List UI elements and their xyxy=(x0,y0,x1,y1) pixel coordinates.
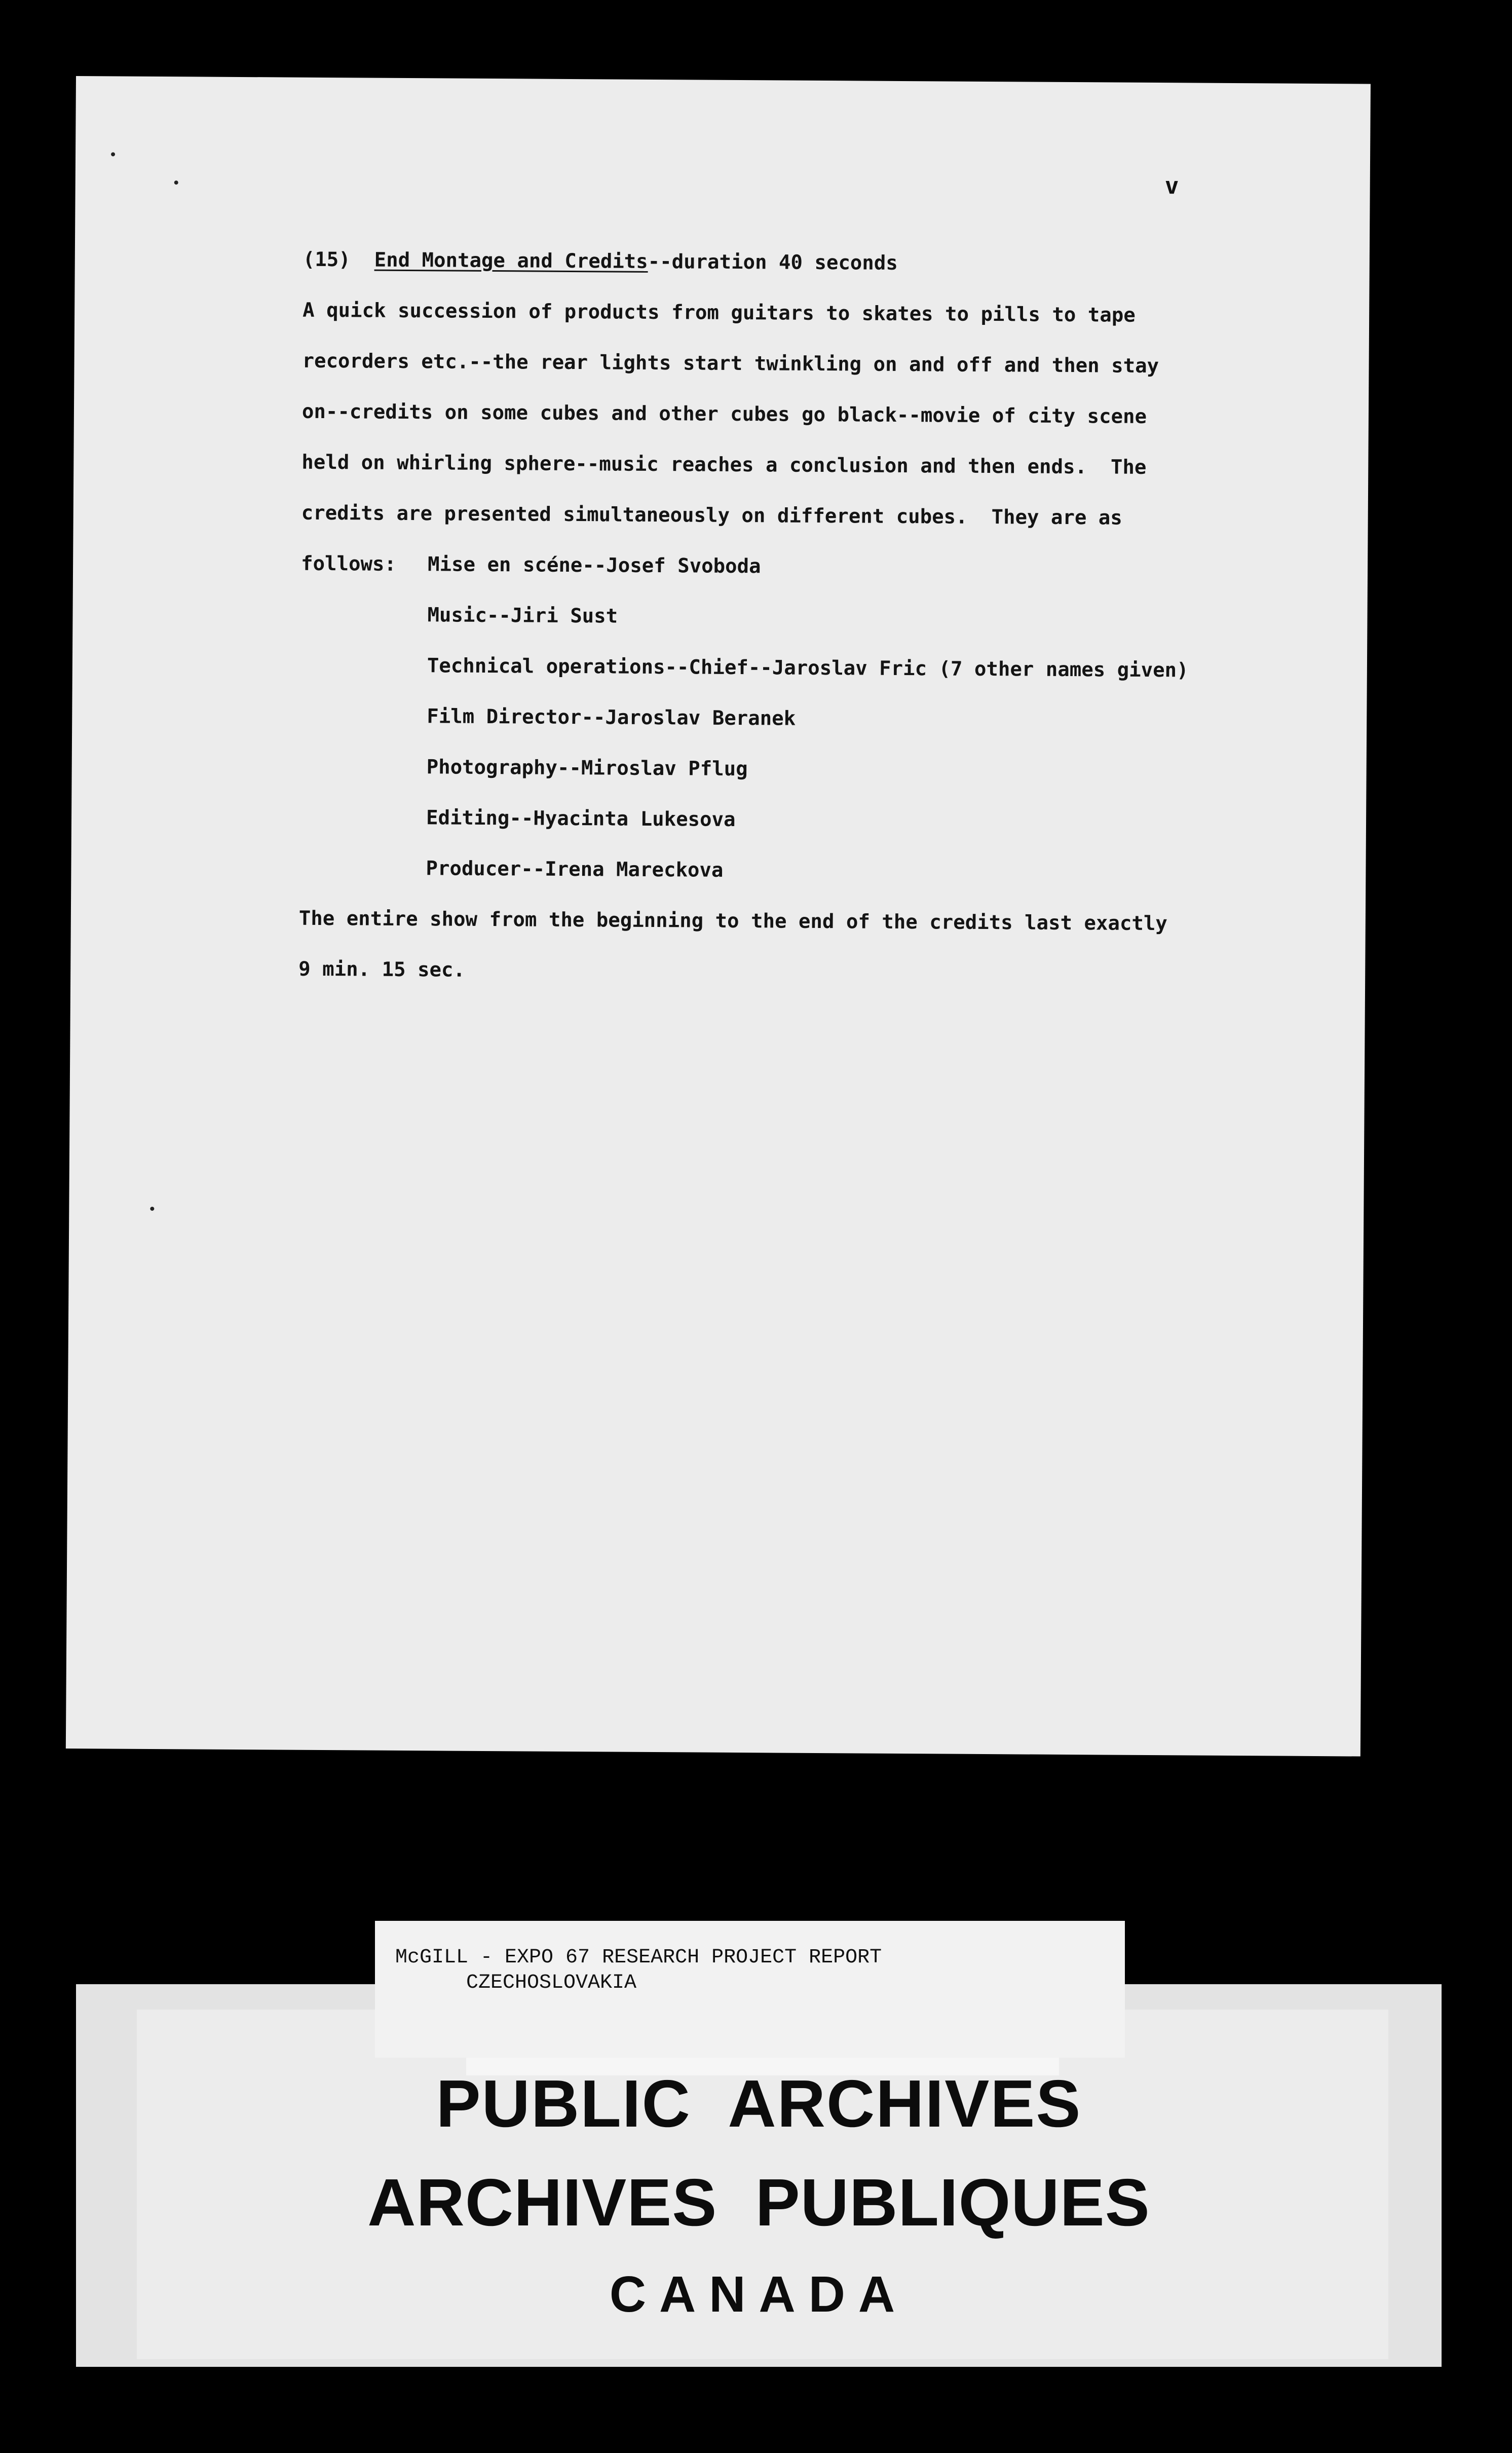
archive-label-card xyxy=(375,1921,1125,2058)
credit-line: Editing--Hyacinta Lukesova xyxy=(426,806,736,831)
credit-line: Technical operations--Chief--Jaroslav Fric (7 other names given) xyxy=(427,654,1189,682)
paragraph-line: on--credits on some cubes and other cubes go black--movie of city scene xyxy=(301,400,1147,428)
label-country: CZECHOSLOVAKIA xyxy=(466,1972,637,1994)
section-duration: --duration 40 seconds xyxy=(648,250,898,275)
closing-line: The entire show from the beginning to the end of the credits last exactly xyxy=(298,907,1168,936)
credit-line: Photography--Miroslav Pflug xyxy=(426,756,748,781)
dust-speck xyxy=(111,152,115,156)
paragraph-line: A quick succession of products from guitars to skates to pills to tape xyxy=(303,299,1136,327)
dust-speck xyxy=(174,180,178,184)
document-page xyxy=(66,76,1371,1757)
paragraph-line: recorders etc.--the rear lights start twinkling on and off and then stay xyxy=(302,349,1159,378)
stamp-line-english: PUBLIC ARCHIVES xyxy=(436,2066,1082,2141)
stamp-line-french: ARCHIVES PUBLIQUES xyxy=(367,2165,1150,2240)
closing-line: 9 min. 15 sec. xyxy=(298,957,466,982)
credit-line: Producer--Irena Mareckova xyxy=(426,857,724,882)
paragraph-line: credits are presented simultaneously on different cubes. They are as xyxy=(301,501,1122,530)
section-heading xyxy=(303,245,898,279)
paragraph-line: held on whirling sphere--music reaches a conclusion and then ends. The xyxy=(301,451,1147,479)
credit-line: Film Director--Jaroslav Beranek xyxy=(427,705,796,730)
section-title: End Montage and Credits xyxy=(374,248,648,273)
page-mark: v xyxy=(1164,172,1179,200)
credit-line: Mise en scéne--Josef Svoboda xyxy=(427,553,761,578)
dust-speck xyxy=(150,1207,154,1211)
label-project: McGILL - EXPO 67 RESEARCH PROJECT REPORT xyxy=(395,1946,882,1969)
credits-intro: follows: xyxy=(300,552,397,576)
typed-text xyxy=(298,245,1342,982)
stamp-line-country: CANADA xyxy=(609,2266,909,2323)
section-number: (15) xyxy=(303,248,351,272)
credit-line: Music--Jiri Sust xyxy=(427,604,618,628)
